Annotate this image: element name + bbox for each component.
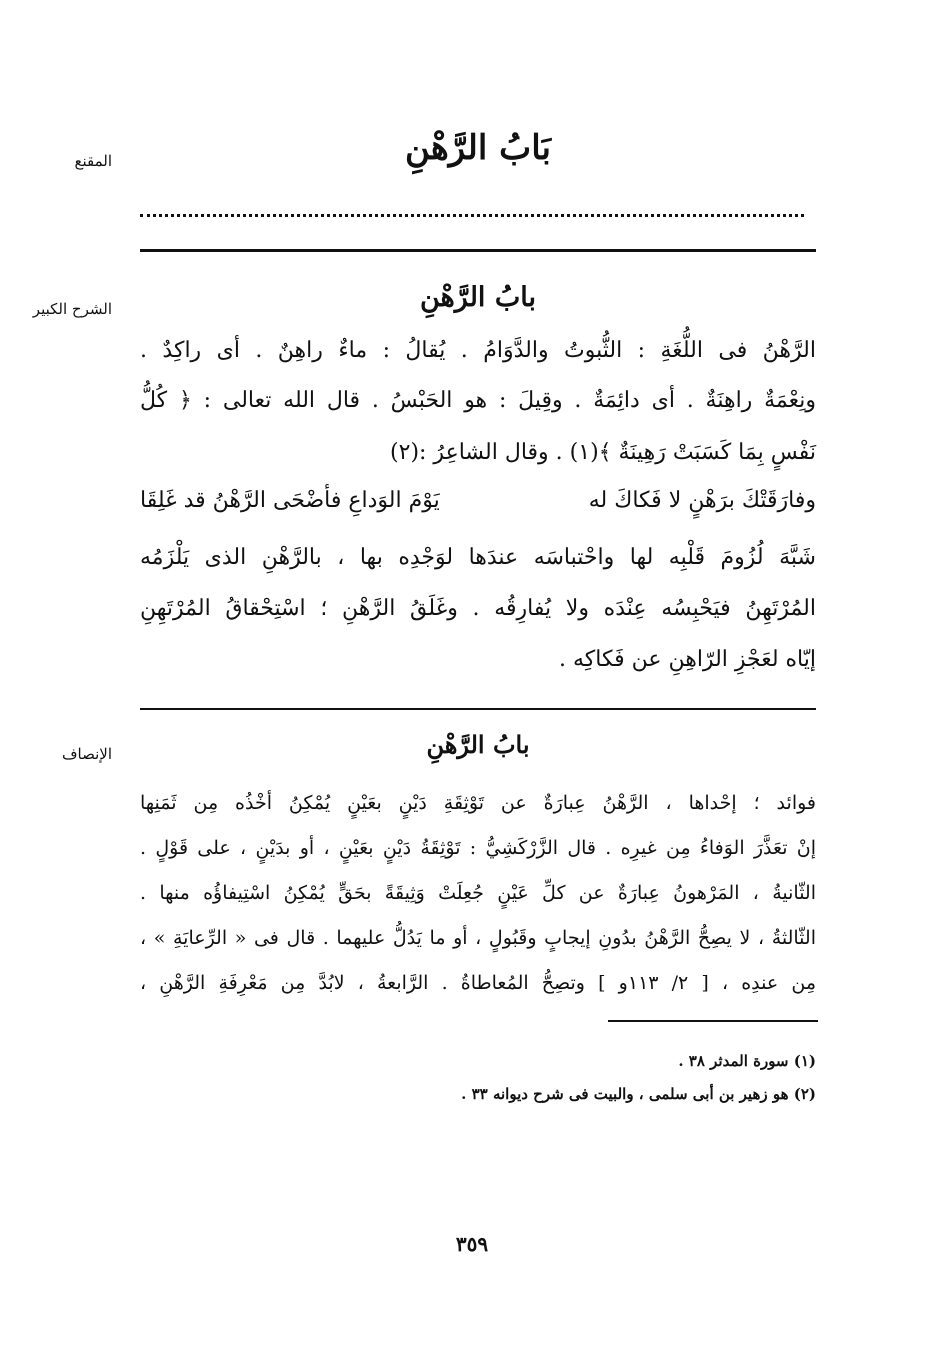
section-title-sharh: بابُ الرَّهْنِ <box>420 282 536 313</box>
poetry-verse <box>140 488 816 524</box>
section-label-insaf: الإنصاف <box>61 745 112 763</box>
insaf-line-3: الثّانيةُ ، المَرْهونُ عِبارَةٌ عن كلِّ عَيْنٍ جُعِلَتْ وَثِيقَةً بحَقٍّ يُمْكِنُ اسْتِيفاؤُه منها . <box>140 882 816 904</box>
section-rule <box>140 708 816 710</box>
insaf-line-2: إنْ تعَذَّرَ الوَفاءُ مِن غيرِه . قال الزَّرْكَشِيُّ : تَوْثِقَةُ دَيْنٍ بعَيْنٍ ، أو بدَيْنٍ ، على قَوْلٍ . <box>140 837 816 859</box>
dotted-separator <box>140 200 804 217</box>
section-label-muqni: المقنع <box>74 152 112 170</box>
section-title-insaf: بابُ الرَّهْنِ <box>426 730 530 759</box>
footnote-1: (١) سورة المدثر ٣٨ . <box>678 1052 816 1070</box>
verse-first-hemistich: وفارَقَتْكَ برَهْنٍ لا فَكاكَ له <box>588 488 816 513</box>
insaf-line-4: الثّالثةُ ، لا يصِحُّ الرَّهْنُ بدُونِ إيجابٍ وقَبُولٍ ، أو ما يَدُلُّ عليهما . قال فى « الرِّعايَةِ » ، <box>140 927 816 949</box>
thick-rule <box>140 249 816 252</box>
sharh-line-1: الرَّهْنُ فى اللُّغَةِ : الثُّبوتُ والدَّوَامُ . يُقالُ : ماءٌ راهِنٌ . أى راكِدٌ . <box>140 338 816 363</box>
sharh-line-3: نَفْسٍ بِمَا كَسَبَتْ رَهِينَةٌ ﴾(١) . وقال الشاعِرُ :(٢) <box>390 440 816 465</box>
section-label-sharh: الشرح الكبير <box>32 300 112 318</box>
insaf-line-1: فوائد ؛ إحْداها ، الرَّهْنُ عِبارَةٌ عن تَوْثِقَةِ دَيْنٍ بعَيْنٍ يُمْكِنُ أخْذُه مِن ثَمَنِها <box>140 792 816 814</box>
verse-second-hemistich: يَوْمَ الوَداعِ فأضْحَى الرَّهْنُ قد غَلِقَا <box>140 488 440 513</box>
section-title-muqni: بَابُ الرَّهْنِ <box>404 128 552 168</box>
footnote-2: (٢) هو زهير بن أبى سلمى ، والبيت فى شرح ديوانه ٣٣ . <box>461 1085 816 1103</box>
insaf-line-5: مِن عندِه ، [ ٢/ ١١٣و ] وتصِحُّ المُعاطاةُ . الرَّابعةُ ، لابُدَّ مِن مَعْرِفَةِ الرَّهْنِ ، <box>140 972 816 994</box>
sharh-line-2: ونِعْمَةٌ راهِنَةٌ . أى دائِمَةٌ . وقِيلَ : هو الحَبْسُ . قال الله تعالى : ﴿ كُلُّ <box>140 388 816 413</box>
page-number: ٣٥٩ <box>455 1232 489 1256</box>
sharh-line-6: إيّاه لعَجْزِ الرّاهِنِ عن فَكاكِه . <box>558 647 816 672</box>
footnote-rule <box>608 1020 818 1022</box>
sharh-line-4: شَبَّهَ لُزُومَ قَلْبِه لها واحْتباسَه عندَها لوَجْدِه بها ، بالرَّهْنِ الذى يَلْزَمُه <box>140 545 816 570</box>
sharh-line-5: المُرْتَهِنُ فيَحْبِسُه عِنْدَه ولا يُفارِقُه . وغَلَقُ الرَّهْنِ ؛ اسْتِحْقاقُ المُرْتَهِنِ <box>140 596 816 621</box>
